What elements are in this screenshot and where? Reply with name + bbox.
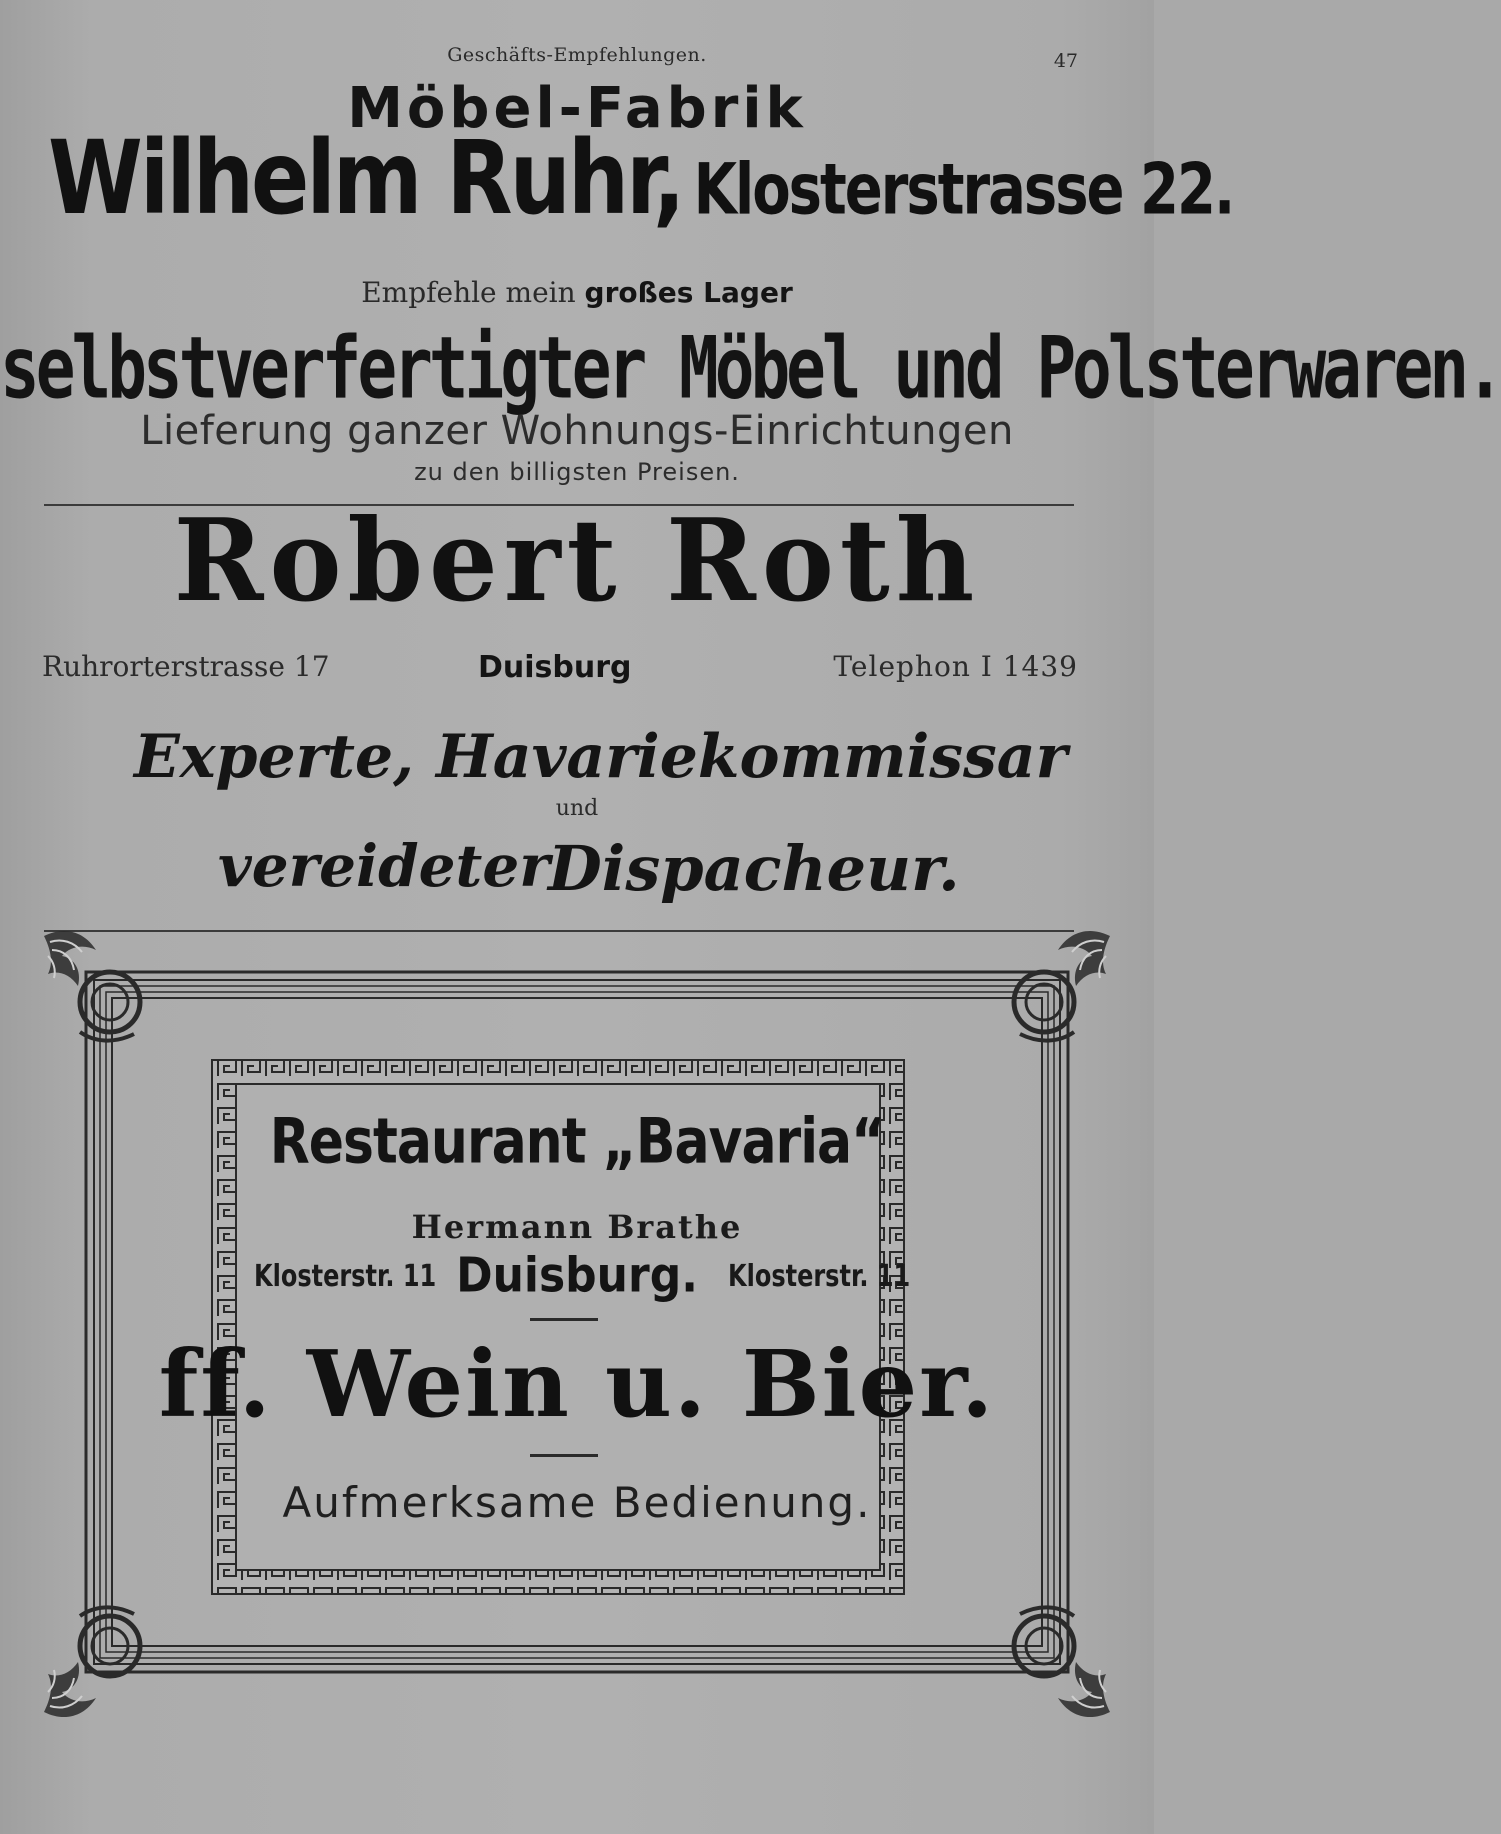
roth-ad-role-expert: Experte, — [134, 722, 415, 792]
bavaria-ad-title: Restaurant „Bavaria“ — [269, 1106, 885, 1178]
ruhr-ad-delivery: Lieferung ganzer Wohnungs-Einrichtungen — [140, 408, 1014, 454]
ruhr-ad-price: zu den billigsten Preisen. — [414, 458, 740, 486]
roth-ad-role-havarie: Havariekommissar — [436, 722, 1068, 792]
running-head: Geschäfts-Empfehlungen. — [447, 44, 707, 66]
bavaria-ad-street-right: Klosterstr. 11 — [728, 1258, 911, 1294]
bavaria-ad-street-left: Klosterstr. 11 — [254, 1258, 437, 1294]
roth-ad-role-dispacheur: Dispacheur. — [548, 832, 960, 905]
roth-ad-street: Ruhrorterstrasse 17 — [42, 650, 330, 683]
roth-ad-name: Robert Roth — [173, 494, 981, 628]
page-number: 47 — [1053, 50, 1078, 72]
bavaria-ad-city: Duisburg. — [456, 1247, 698, 1304]
roth-ad-connector: und — [555, 796, 599, 821]
ruhr-ad-recommend-bold: großes Lager — [584, 276, 793, 309]
ruhr-ad-address: Klosterstrasse 22. — [693, 149, 1234, 231]
ruhr-ad-name: Wilhelm Ruhr, — [48, 120, 683, 238]
ruhr-ad-title: Möbel-Fabrik — [347, 76, 807, 141]
ruhr-ad-recommend-prefix: Empfehle mein — [361, 276, 576, 309]
roth-ad-city: Duisburg — [478, 650, 632, 685]
bavaria-ad-owner: Hermann Brathe — [411, 1208, 743, 1246]
roth-ad-phone: Telephon I 1439 — [833, 650, 1078, 683]
bavaria-ad-slogan: ff. Wein u. Bier. — [158, 1330, 996, 1438]
bavaria-ad-service: Aufmerksame Bedienung. — [282, 1478, 872, 1527]
roth-ad-role-sworn: vereideter — [218, 832, 550, 900]
ruhr-ad-products: selbstverfertigter Möbel und Polsterwaren. — [0, 318, 1501, 419]
